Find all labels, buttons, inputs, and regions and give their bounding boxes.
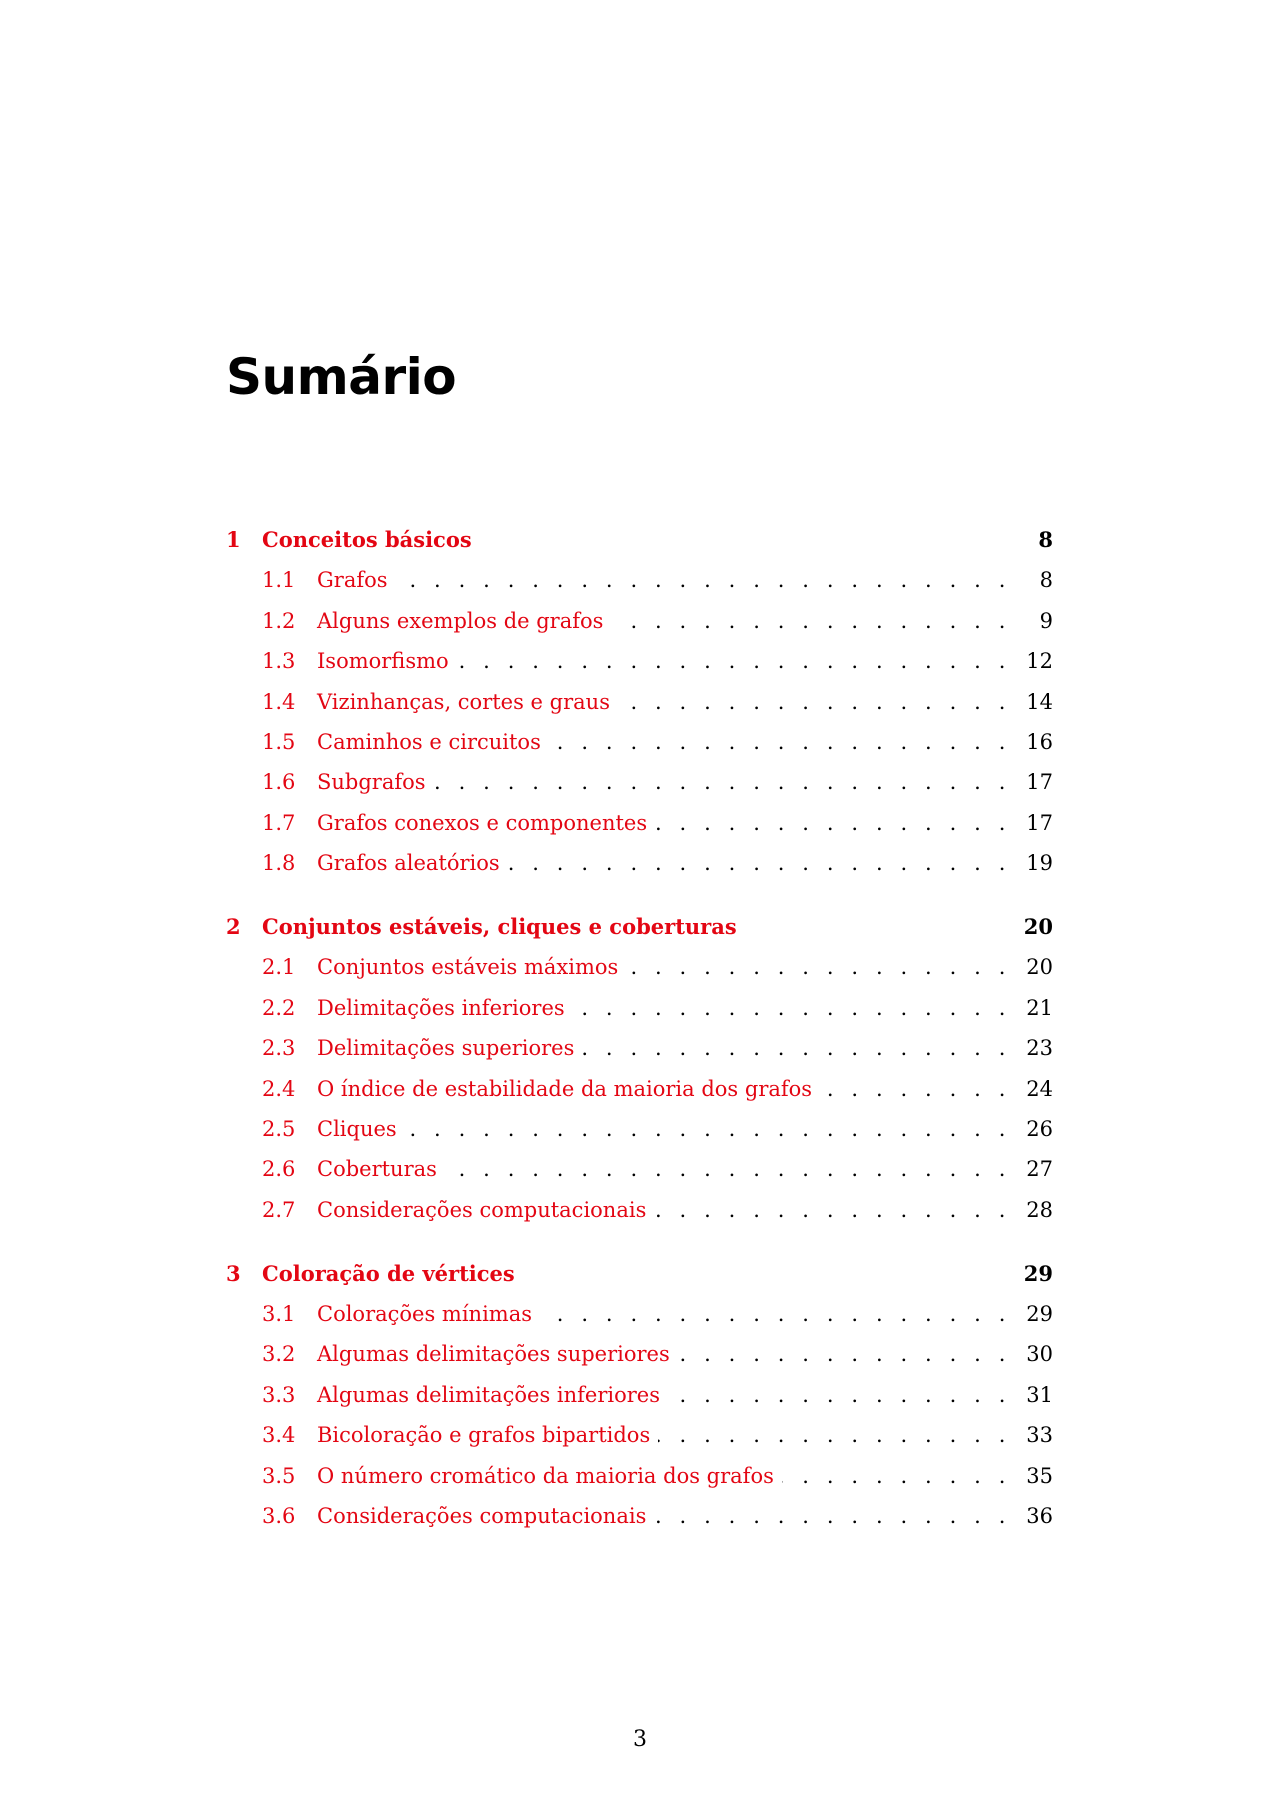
section-title-link[interactable]: Cliques <box>317 1116 397 1141</box>
dot-leader <box>668 1375 1011 1415</box>
section-number: 3.5 <box>262 1463 296 1488</box>
section-page-number: 20 <box>1026 955 1053 980</box>
section-page-number: 27 <box>1026 1157 1053 1182</box>
page-title: Sumário <box>226 348 457 406</box>
section-number: 1.7 <box>262 810 296 835</box>
section-title-link[interactable]: Subgrafos <box>317 770 426 795</box>
toc-entry[interactable] <box>226 1496 1053 1536</box>
section-title-link[interactable]: Algumas delimitações superiores <box>317 1342 670 1367</box>
section-number: 3.6 <box>262 1503 296 1528</box>
section-title-link[interactable]: Considerações computacionais <box>317 1197 647 1222</box>
section-title-link[interactable]: Grafos conexos e componentes <box>317 810 648 835</box>
section-page-number: 36 <box>1026 1503 1053 1528</box>
dot-leader <box>396 560 1011 600</box>
dot-leader <box>445 1149 1011 1189</box>
section-number: 3.2 <box>262 1342 296 1367</box>
section-number: 2.1 <box>262 955 296 980</box>
section-title-link[interactable]: Caminhos e circuitos <box>317 729 541 754</box>
section-page-number: 17 <box>1026 770 1053 795</box>
section-page-number: 28 <box>1026 1197 1053 1222</box>
section-number: 2.4 <box>262 1076 296 1101</box>
toc-entry[interactable] <box>226 1456 1053 1496</box>
dot-leader <box>405 1109 1011 1149</box>
toc-entry[interactable] <box>226 560 1053 600</box>
toc-entry[interactable] <box>226 1028 1053 1068</box>
section-number: 1.2 <box>262 608 296 633</box>
page-number: 3 <box>633 1727 647 1752</box>
toc-entry[interactable] <box>226 988 1053 1028</box>
section-number: 2.2 <box>262 995 296 1020</box>
section-title-link[interactable]: Delimitações superiores <box>317 1036 575 1061</box>
section-number: 2.3 <box>262 1036 296 1061</box>
chapter-page-number: 29 <box>1023 1260 1053 1286</box>
dot-leader <box>820 1069 1011 1109</box>
toc-entry[interactable] <box>226 803 1053 843</box>
section-title-link[interactable]: O índice de estabilidade da maioria dos grafos <box>317 1076 813 1101</box>
section-title-link[interactable]: Algumas delimitações inferiores <box>317 1382 660 1407</box>
dot-leader <box>549 722 1011 762</box>
chapter-heading[interactable] <box>226 520 1053 560</box>
section-number: 1.8 <box>262 851 296 876</box>
dot-leader <box>655 803 1011 843</box>
section-title-link[interactable]: Isomorfismo <box>317 649 449 674</box>
section-number: 1.6 <box>262 770 296 795</box>
toc-entry[interactable] <box>226 722 1053 762</box>
section-title-link[interactable]: Conjuntos estáveis máximos <box>317 955 619 980</box>
dot-leader <box>654 1496 1011 1536</box>
dot-leader <box>658 1415 1011 1455</box>
toc-entry[interactable] <box>226 1069 1053 1109</box>
section-title-link[interactable]: Delimitações inferiores <box>317 995 565 1020</box>
chapter-page-number: 8 <box>1038 527 1053 552</box>
section-title-link[interactable]: Grafos <box>317 568 388 593</box>
section-number: 1.4 <box>262 689 296 714</box>
dot-leader <box>573 988 1011 1028</box>
chapter-number: 2 <box>226 914 241 940</box>
section-title-link[interactable]: O número cromático da maioria dos grafos <box>317 1463 774 1488</box>
section-page-number: 19 <box>1026 851 1053 876</box>
section-page-number: 9 <box>1039 608 1053 633</box>
dot-leader <box>611 601 1011 641</box>
section-title-link[interactable]: Vizinhanças, cortes e graus <box>317 689 610 714</box>
toc-entry[interactable] <box>226 1334 1053 1374</box>
chapter-number: 3 <box>226 1260 241 1286</box>
dot-leader <box>618 682 1011 722</box>
section-page-number: 16 <box>1026 729 1053 754</box>
section-title-link[interactable]: Colorações mínimas <box>317 1302 532 1327</box>
chapter-heading[interactable] <box>226 907 1053 947</box>
section-number: 1.1 <box>262 568 296 593</box>
section-number: 1.3 <box>262 649 296 674</box>
section-page-number: 26 <box>1026 1116 1053 1141</box>
chapter-heading[interactable] <box>226 1254 1053 1294</box>
section-page-number: 33 <box>1026 1423 1053 1448</box>
section-page-number: 24 <box>1026 1076 1053 1101</box>
section-number: 3.3 <box>262 1382 296 1407</box>
section-title-link[interactable]: Alguns exemplos de grafos <box>317 608 604 633</box>
chapter-2 <box>226 907 1053 1230</box>
section-page-number: 35 <box>1026 1463 1053 1488</box>
toc-entry[interactable] <box>226 1294 1053 1334</box>
section-number: 3.1 <box>262 1302 296 1327</box>
chapter-page-number: 20 <box>1023 914 1053 940</box>
dot-leader <box>678 1334 1011 1374</box>
chapter-title-link[interactable]: Conjuntos estáveis, cliques e coberturas <box>262 914 737 940</box>
chapter-title-link[interactable]: Conceitos básicos <box>262 527 472 552</box>
section-page-number: 14 <box>1026 689 1053 714</box>
section-title-link[interactable]: Coberturas <box>317 1157 437 1182</box>
table-of-contents <box>226 520 1053 1560</box>
section-title-link[interactable]: Considerações computacionais <box>317 1503 647 1528</box>
section-page-number: 30 <box>1026 1342 1053 1367</box>
dot-leader <box>626 947 1011 987</box>
toc-entry[interactable] <box>226 843 1053 883</box>
dot-leader <box>457 641 1011 681</box>
section-page-number: 12 <box>1026 649 1053 674</box>
toc-entry[interactable] <box>226 641 1053 681</box>
section-page-number: 31 <box>1026 1382 1053 1407</box>
section-page-number: 17 <box>1026 810 1053 835</box>
dot-leader <box>540 1294 1011 1334</box>
toc-entry[interactable] <box>226 1375 1053 1415</box>
chapter-number: 1 <box>226 527 241 552</box>
chapter-3 <box>226 1254 1053 1537</box>
dot-leader <box>508 843 1011 883</box>
section-page-number: 21 <box>1026 995 1053 1020</box>
dot-leader <box>782 1456 1011 1496</box>
toc-entry[interactable] <box>226 682 1053 722</box>
dot-leader <box>654 1190 1011 1230</box>
chapter-title-link[interactable]: Coloração de vértices <box>262 1260 515 1286</box>
toc-entry[interactable] <box>226 1190 1053 1230</box>
section-number: 2.5 <box>262 1116 296 1141</box>
section-number: 2.6 <box>262 1157 296 1182</box>
toc-entry[interactable] <box>226 762 1053 802</box>
chapter-1 <box>226 520 1053 884</box>
section-page-number: 23 <box>1026 1036 1053 1061</box>
section-number: 3.4 <box>262 1423 296 1448</box>
toc-entry[interactable] <box>226 601 1053 641</box>
dot-leader <box>434 762 1011 802</box>
section-title-link[interactable]: Grafos aleatórios <box>317 851 500 876</box>
toc-entry[interactable] <box>226 1149 1053 1189</box>
section-page-number: 8 <box>1039 568 1053 593</box>
toc-entry[interactable] <box>226 1415 1053 1455</box>
section-number: 2.7 <box>262 1197 296 1222</box>
section-title-link[interactable]: Bicoloração e grafos bipartidos <box>317 1423 651 1448</box>
section-number: 1.5 <box>262 729 296 754</box>
toc-entry[interactable] <box>226 1109 1053 1149</box>
section-page-number: 29 <box>1026 1302 1053 1327</box>
toc-entry[interactable] <box>226 947 1053 987</box>
dot-leader <box>582 1028 1011 1068</box>
